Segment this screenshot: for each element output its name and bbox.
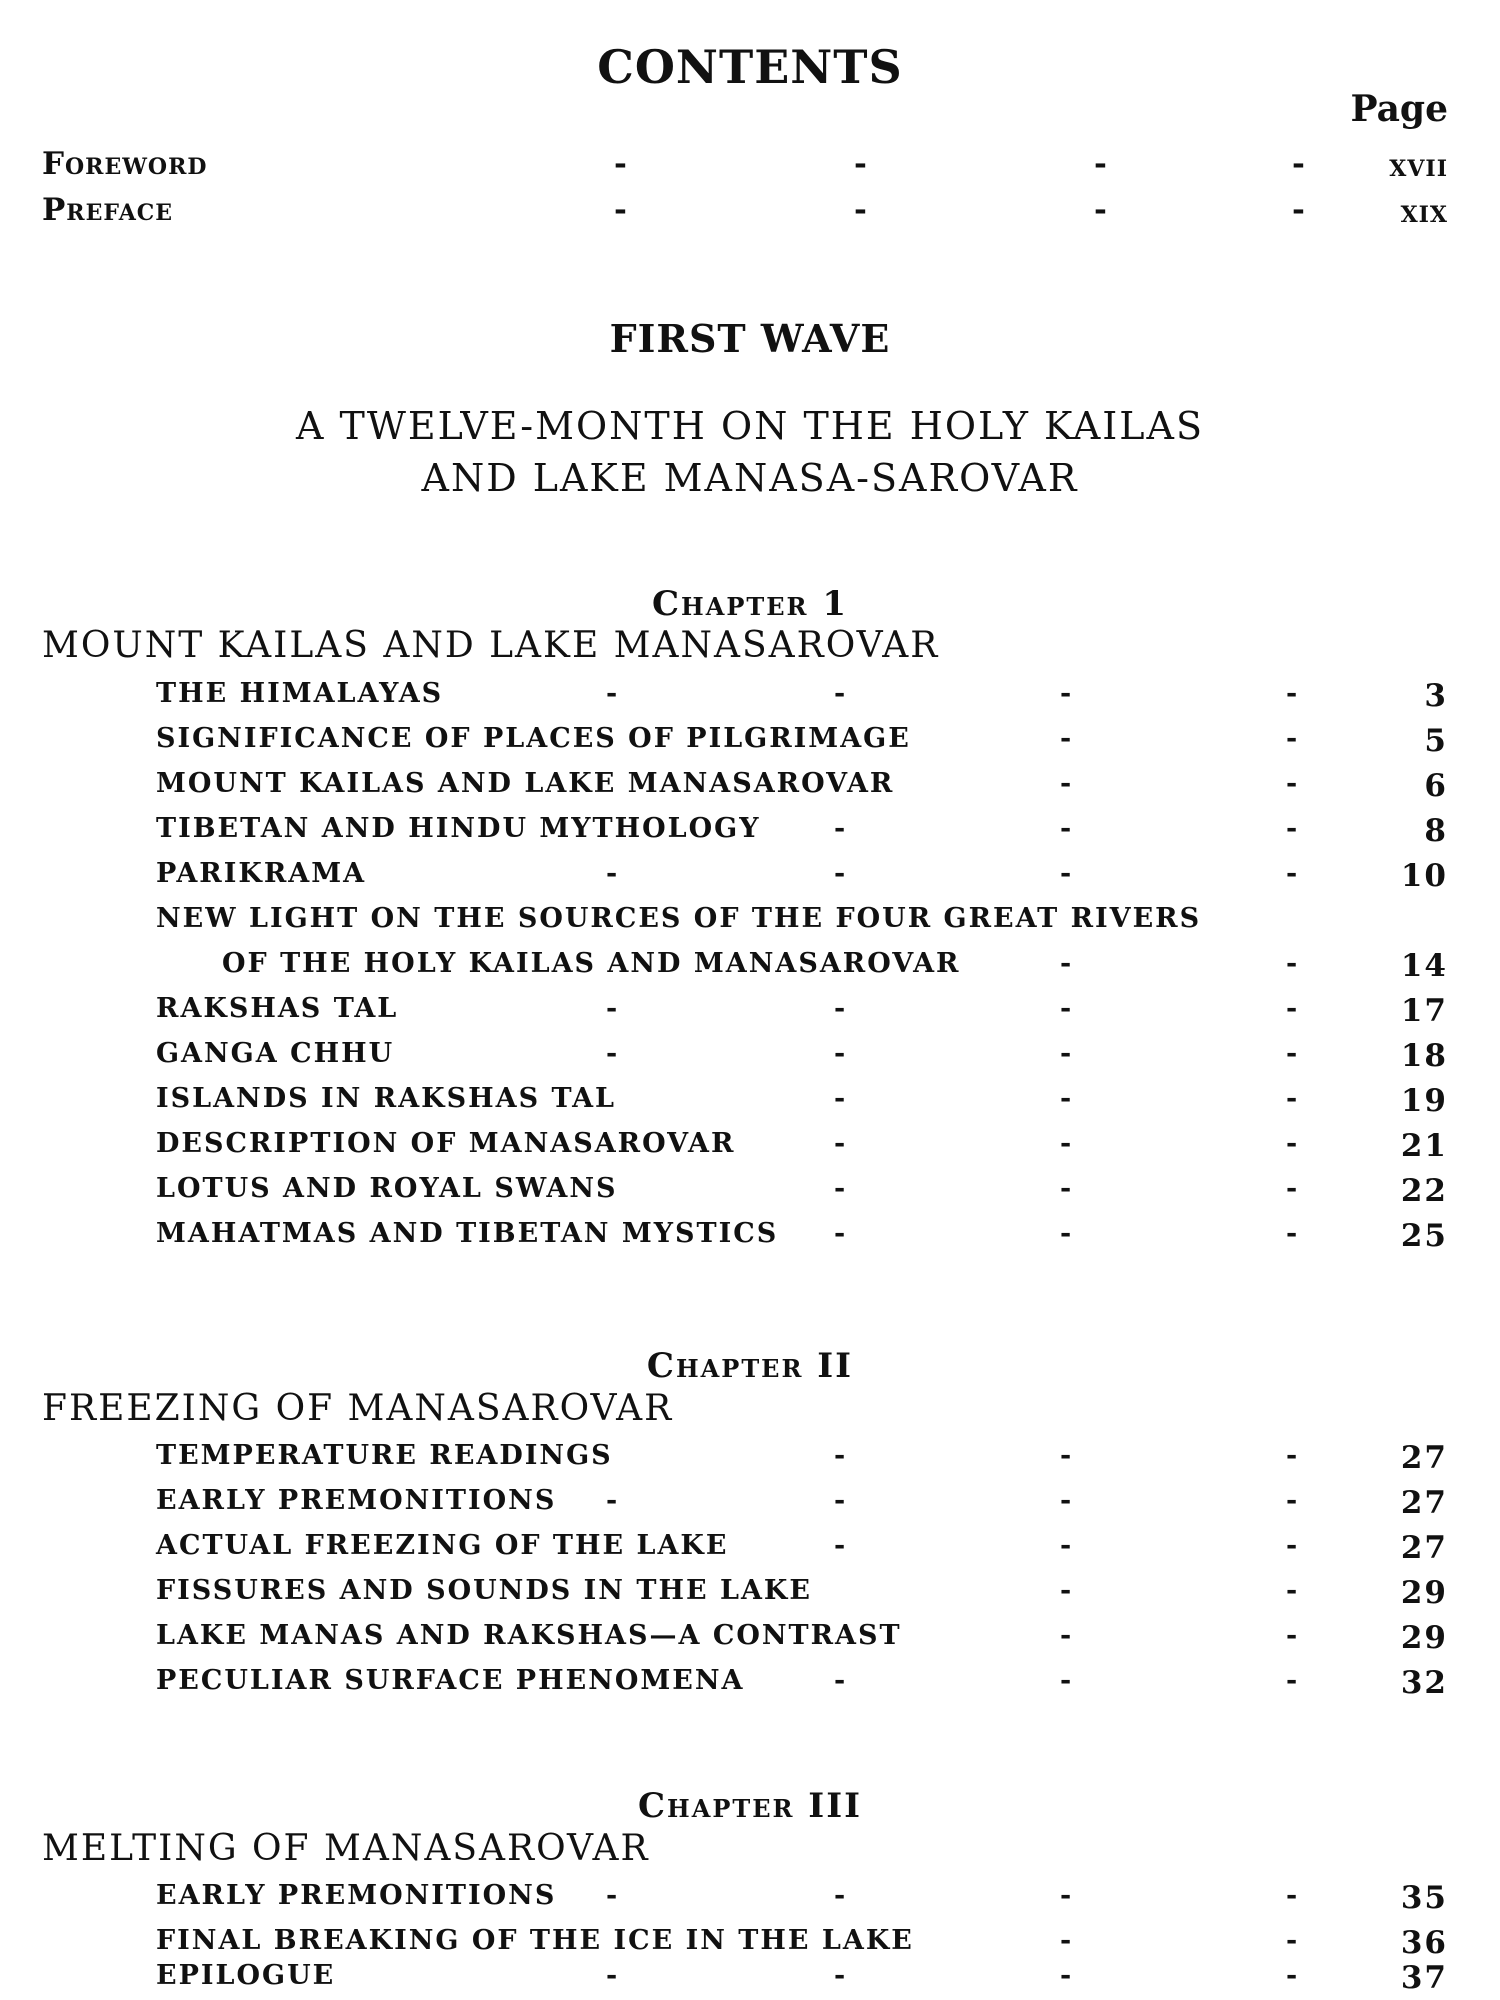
leader-dash: - — [606, 993, 620, 1024]
toc-entry-page: 36 — [1400, 1925, 1448, 1961]
toc-entry-label: ISLANDS IN RAKSHAS TAL — [156, 1083, 617, 1114]
toc-entry-label: NEW LIGHT ON THE SOURCES OF THE FOUR GREAT RIVERS — [156, 903, 1202, 934]
leader-dash: - — [1286, 1038, 1300, 1069]
toc-entry[interactable] — [156, 723, 1448, 763]
leader-dash: - — [1286, 1960, 1300, 1991]
toc-entry-page: 35 — [1400, 1880, 1448, 1916]
toc-entry-label: EARLY PREMONITIONS — [156, 1485, 557, 1516]
toc-entry-page: 37 — [1400, 1960, 1448, 1996]
toc-entry[interactable] — [156, 1925, 1448, 1965]
leader-dash: - — [1060, 1960, 1074, 1991]
leader-dash: - — [1060, 678, 1074, 709]
leader-dash: - — [1286, 1173, 1300, 1204]
leader-dash: - — [1286, 1218, 1300, 1249]
leader-dash: - — [1286, 1440, 1300, 1471]
toc-entry-page: 27 — [1400, 1440, 1448, 1476]
leader-dash: - — [1286, 858, 1300, 889]
toc-entry-label: OF THE HOLY KAILAS AND MANASAROVAR — [222, 948, 961, 979]
toc-entry-page: 22 — [1400, 1173, 1448, 1209]
toc-entry-label: FINAL BREAKING OF THE ICE IN THE LAKE — [156, 1925, 914, 1956]
toc-entry[interactable] — [156, 813, 1448, 853]
chapter-title: FREEZING OF MANASAROVAR — [42, 1388, 674, 1429]
leader-dash: - — [834, 678, 848, 709]
toc-entry[interactable] — [156, 1665, 1448, 1705]
toc-entry[interactable] — [156, 1173, 1448, 1213]
toc-entry-label: TIBETAN AND HINDU MYTHOLOGY — [156, 813, 761, 844]
wave-title: FIRST WAVE — [609, 316, 891, 361]
leader-dash: - — [834, 1880, 848, 1911]
leader-dash: - — [1060, 1083, 1074, 1114]
leader-dash: - — [834, 1083, 848, 1114]
toc-entry-page: 25 — [1400, 1218, 1448, 1254]
toc-entry-page: 19 — [1400, 1083, 1448, 1119]
leader-dash: - — [606, 1038, 620, 1069]
leader-dash: - — [1286, 1880, 1300, 1911]
leader-dash: - — [1060, 768, 1074, 799]
toc-entry-label: EARLY PREMONITIONS — [156, 1880, 557, 1911]
leader-dash: - — [1060, 1485, 1074, 1516]
leader-dash: - — [834, 858, 848, 889]
leader-dash: - — [1060, 1880, 1074, 1911]
leader-dash: - — [854, 146, 868, 182]
leader-dash: - — [1060, 858, 1074, 889]
toc-entry[interactable] — [156, 1485, 1448, 1525]
leader-dash: - — [1286, 813, 1300, 844]
leader-dash: - — [1286, 768, 1300, 799]
leader-dash: - — [834, 1960, 848, 1991]
leader-dash: - — [1286, 723, 1300, 754]
chapter-title: MELTING OF MANASAROVAR — [42, 1828, 650, 1869]
leader-dash: - — [1286, 1665, 1300, 1696]
page-column-header: Page — [1350, 88, 1448, 130]
leader-dash: - — [1060, 1038, 1074, 1069]
leader-dash: - — [614, 146, 628, 182]
leader-dash: - — [1060, 1218, 1074, 1249]
toc-entry[interactable] — [156, 1083, 1448, 1123]
leader-dash: - — [1060, 1620, 1074, 1651]
toc-entry-continuation[interactable] — [222, 948, 1448, 988]
toc-entry-label: MAHATMAS AND TIBETAN MYSTICS — [156, 1218, 779, 1249]
leader-dash: - — [1286, 1575, 1300, 1606]
toc-entry[interactable] — [156, 678, 1448, 718]
toc-entry[interactable] — [156, 1530, 1448, 1570]
leader-dash: - — [1292, 146, 1306, 182]
leader-dash: - — [606, 1880, 620, 1911]
toc-entry[interactable] — [156, 1575, 1448, 1615]
toc-entry-label: THE HIMALAYAS — [156, 678, 444, 709]
leader-dash: - — [834, 1038, 848, 1069]
chapter-title: MOUNT KAILAS AND LAKE MANASAROVAR — [42, 625, 940, 666]
toc-entry-label: LAKE MANAS AND RAKSHAS—A CONTRAST — [156, 1620, 902, 1651]
toc-entry-label: PARIKRAMA — [156, 858, 367, 889]
toc-entry[interactable] — [156, 1620, 1448, 1660]
page-title: CONTENTS — [597, 40, 903, 94]
leader-dash: - — [1286, 678, 1300, 709]
toc-entry-page: 14 — [1400, 948, 1448, 984]
chapter-label: Chapter 1 — [652, 584, 848, 624]
toc-entry-page: 10 — [1400, 858, 1448, 894]
toc-entry-label: DESCRIPTION OF MANASAROVAR — [156, 1128, 736, 1159]
leader-dash: - — [1060, 723, 1074, 754]
leader-dash: - — [834, 1530, 848, 1561]
toc-entry-label: TEMPERATURE READINGS — [156, 1440, 613, 1471]
leader-dash: - — [1060, 948, 1074, 979]
toc-entry-label: RAKSHAS TAL — [156, 993, 399, 1024]
toc-entry-page: 32 — [1400, 1665, 1448, 1701]
leader-dash: - — [834, 993, 848, 1024]
subtitle-line: A TWELVE-MONTH ON THE HOLY KAILAS — [295, 404, 1205, 448]
toc-entry-foreword[interactable] — [42, 146, 1448, 190]
leader-dash: - — [606, 858, 620, 889]
toc-entry-label: MOUNT KAILAS AND LAKE MANASAROVAR — [156, 768, 895, 799]
toc-entry[interactable] — [156, 1440, 1448, 1480]
toc-entry-page: 27 — [1400, 1530, 1448, 1566]
toc-entry-page: 6 — [1424, 768, 1448, 804]
toc-entry[interactable] — [156, 903, 1448, 943]
leader-dash: - — [1094, 146, 1108, 182]
toc-entry-label: Foreword — [42, 146, 208, 182]
chapter-label: Chapter II — [646, 1346, 854, 1386]
leader-dash: - — [606, 678, 620, 709]
toc-entry-page: 29 — [1400, 1575, 1448, 1611]
toc-entry[interactable] — [156, 1218, 1448, 1258]
toc-entry-label: Preface — [42, 192, 174, 228]
toc-entry-label: FISSURES AND SOUNDS IN THE LAKE — [156, 1575, 812, 1606]
leader-dash: - — [606, 1485, 620, 1516]
leader-dash: - — [1286, 1925, 1300, 1956]
toc-entry-page: 17 — [1400, 993, 1448, 1029]
toc-entry-page: 8 — [1424, 813, 1448, 849]
leader-dash: - — [834, 813, 848, 844]
toc-entry-page: 29 — [1400, 1620, 1448, 1656]
leader-dash: - — [854, 192, 868, 228]
chapter-label: Chapter III — [637, 1786, 863, 1826]
toc-entry-page: xvii — [1389, 146, 1448, 184]
leader-dash: - — [1292, 192, 1306, 228]
toc-entry[interactable] — [156, 993, 1448, 1033]
leader-dash: - — [1060, 1530, 1074, 1561]
leader-dash: - — [834, 1665, 848, 1696]
leader-dash: - — [1060, 993, 1074, 1024]
toc-entry-page: 3 — [1424, 678, 1448, 714]
toc-entry-label: LOTUS AND ROYAL SWANS — [156, 1173, 618, 1204]
leader-dash: - — [1286, 1620, 1300, 1651]
toc-entry-preface[interactable] — [42, 192, 1448, 236]
leader-dash: - — [1060, 1575, 1074, 1606]
leader-dash: - — [1060, 1440, 1074, 1471]
leader-dash: - — [1286, 1083, 1300, 1114]
leader-dash: - — [606, 1960, 620, 1991]
leader-dash: - — [834, 1173, 848, 1204]
leader-dash: - — [1060, 1665, 1074, 1696]
toc-entry-page: 27 — [1400, 1485, 1448, 1521]
toc-entry-label: ACTUAL FREEZING OF THE LAKE — [156, 1530, 729, 1561]
leader-dash: - — [834, 1218, 848, 1249]
toc-entry-page: 18 — [1400, 1038, 1448, 1074]
leader-dash: - — [1060, 813, 1074, 844]
leader-dash: - — [1060, 1173, 1074, 1204]
toc-entry[interactable] — [156, 1960, 1448, 2000]
leader-dash: - — [1060, 1128, 1074, 1159]
toc-entry[interactable] — [156, 768, 1448, 808]
leader-dash: - — [614, 192, 628, 228]
toc-entry[interactable] — [156, 858, 1448, 898]
leader-dash: - — [834, 1485, 848, 1516]
leader-dash: - — [1094, 192, 1108, 228]
toc-entry[interactable] — [156, 1128, 1448, 1168]
toc-entry-label: PECULIAR SURFACE PHENOMENA — [156, 1665, 745, 1696]
leader-dash: - — [834, 1128, 848, 1159]
toc-entry-page: 21 — [1400, 1128, 1448, 1164]
leader-dash: - — [1060, 1925, 1074, 1956]
leader-dash: - — [1286, 993, 1300, 1024]
toc-entry-page: 5 — [1424, 723, 1448, 759]
toc-entry[interactable] — [156, 1038, 1448, 1078]
toc-entry-label: GANGA CHHU — [156, 1038, 395, 1069]
toc-entry-page: xix — [1400, 192, 1448, 230]
leader-dash: - — [1286, 948, 1300, 979]
toc-entry-label: EPILOGUE — [156, 1960, 336, 1991]
leader-dash: - — [1286, 1485, 1300, 1516]
toc-entry[interactable] — [156, 1880, 1448, 1920]
toc-entry-label: SIGNIFICANCE OF PLACES OF PILGRIMAGE — [156, 723, 911, 754]
leader-dash: - — [1286, 1530, 1300, 1561]
leader-dash: - — [1286, 1128, 1300, 1159]
section-subtitle — [0, 400, 1500, 504]
subtitle-line: AND LAKE MANASA-SAROVAR — [421, 456, 1079, 500]
leader-dash: - — [834, 1440, 848, 1471]
